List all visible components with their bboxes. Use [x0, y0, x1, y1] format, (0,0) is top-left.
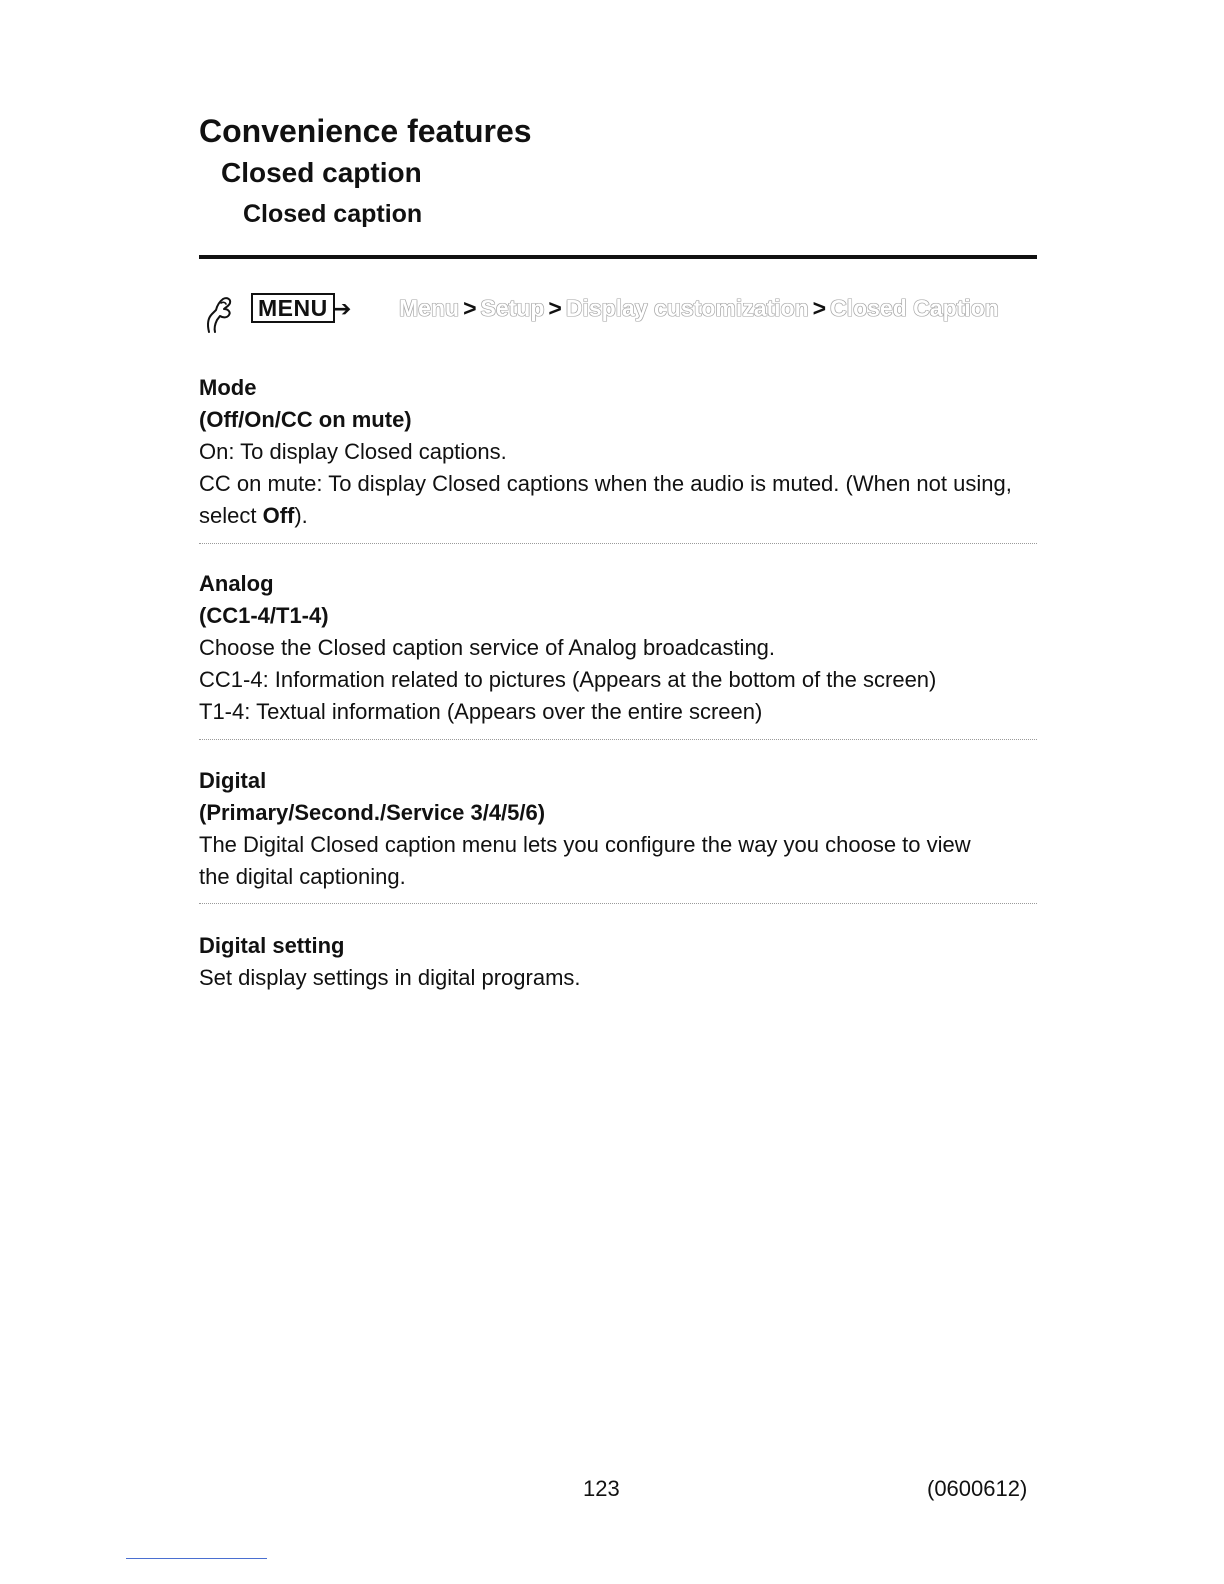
- analog-t-description: T1-4: Textual information (Appears over the entire screen): [199, 699, 763, 724]
- analog-title: Analog: [199, 571, 274, 596]
- mode-line2-suffix: ).: [294, 503, 308, 528]
- analog-cc-description: CC1-4: Information related to pictures (Appears at the bottom of the screen): [199, 667, 937, 692]
- crumb-separator: >: [463, 295, 477, 321]
- mode-line2-text: CC on mute: To display Closed captions when the audio is muted. (When not using, select: [199, 471, 1012, 528]
- mode-description-on: On: To display Closed captions.: [199, 439, 507, 464]
- arrow-right-icon: ➔: [333, 296, 352, 321]
- menu-key-label: MENU: [251, 293, 335, 323]
- digital-setting-description: Set display settings in digital programs.: [199, 965, 581, 990]
- mode-off-emphasis: Off: [262, 503, 295, 528]
- digital-setting-section: [199, 930, 1037, 994]
- section-divider: [199, 903, 1037, 904]
- document-code: (0600612): [927, 1476, 1028, 1501]
- digital-options: (Primary/Second./Service 3/4/5/6): [199, 800, 546, 825]
- crumb-setup: Setup: [480, 295, 545, 321]
- section-divider: [199, 543, 1037, 544]
- digital-section: [199, 765, 1037, 893]
- analog-options: (CC1-4/T1-4): [199, 603, 329, 628]
- crumb-display-customization: Display customization: [565, 295, 809, 321]
- digital-setting-title: Digital setting: [199, 933, 345, 958]
- header-rule: [199, 255, 1037, 259]
- mode-options: (Off/On/CC on mute): [199, 407, 412, 432]
- crumb-menu: Menu: [399, 295, 460, 321]
- section-divider: [199, 739, 1037, 740]
- mode-title: Mode: [199, 375, 257, 400]
- subsection-title: Closed caption: [243, 200, 423, 228]
- remote-hand-icon: [203, 294, 235, 334]
- crumb-closed-caption: Closed Caption: [830, 295, 999, 321]
- digital-title: Digital: [199, 768, 267, 793]
- crumb-separator: >: [812, 295, 827, 321]
- footer-line: [126, 1558, 267, 1559]
- mode-section: [199, 372, 1037, 532]
- digital-description: The Digital Closed caption menu lets you configure the way you choose to view the digital captioning.: [199, 832, 971, 889]
- mode-description-cc-on-mute: [199, 468, 1037, 532]
- page-number: 123: [583, 1476, 620, 1501]
- crumb-separator: >: [548, 295, 562, 321]
- analog-description: Choose the Closed caption service of Analog broadcasting.: [199, 635, 776, 660]
- breadcrumb: [399, 294, 999, 322]
- page-title: Convenience features: [199, 113, 532, 149]
- analog-section: [199, 568, 1037, 728]
- menu-navigation-path: [203, 290, 1037, 334]
- section-title: Closed caption: [221, 157, 422, 188]
